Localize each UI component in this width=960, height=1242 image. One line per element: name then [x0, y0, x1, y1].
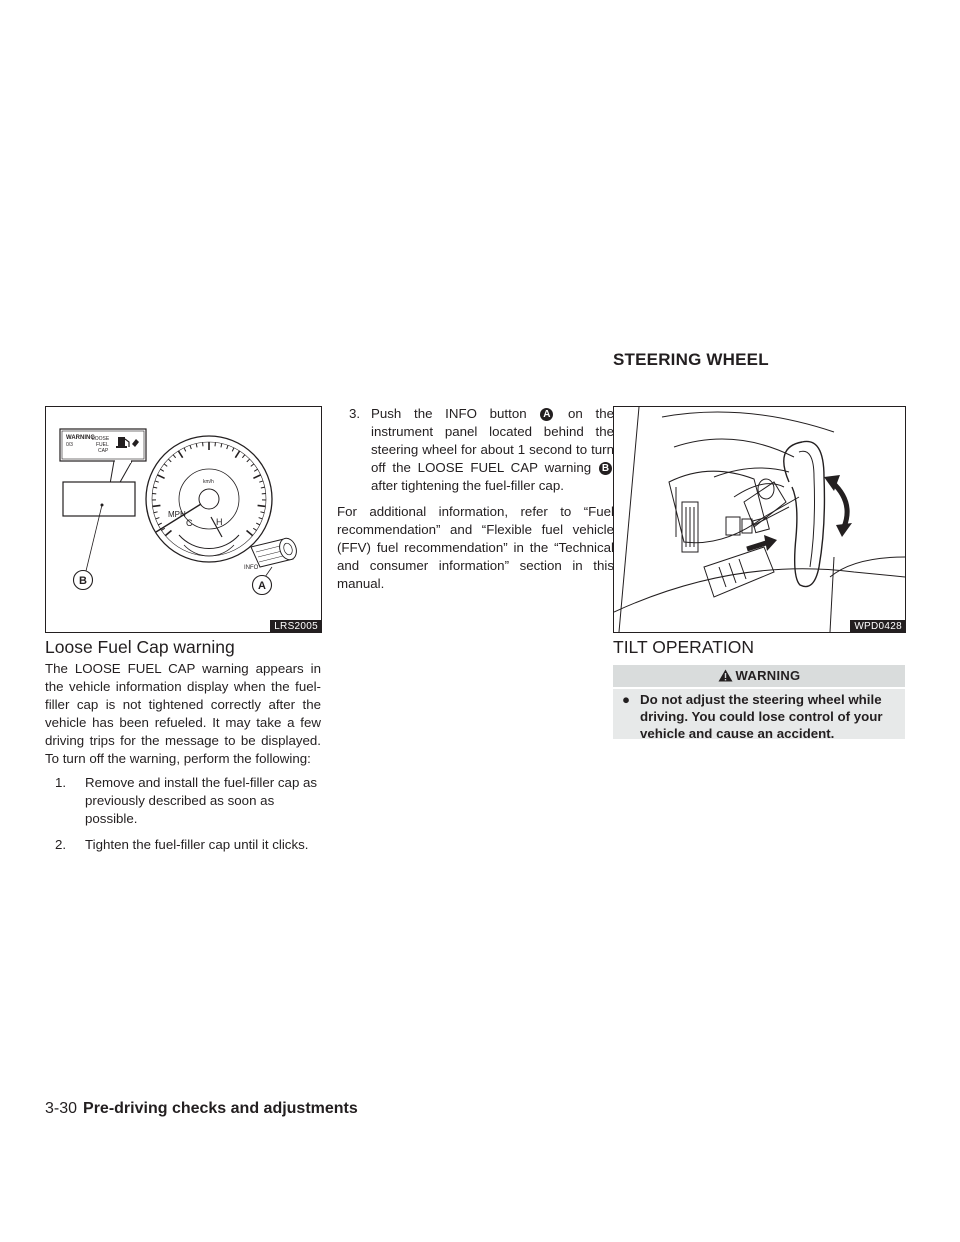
step-3-text-1: Push the INFO button — [371, 406, 527, 421]
steering-illustration — [614, 407, 905, 632]
fuel-cap-illustration — [46, 407, 321, 632]
gauge-tick — [258, 505, 266, 506]
figure-code: LRS2005 — [270, 620, 321, 632]
warning-body — [613, 689, 905, 739]
gauge-unit-label: MPH — [168, 510, 186, 519]
additional-info-paragraph: For additional information, refer to “Fuel recommendation” and “Flexible fuel vehicle (FFV) fuel recommendation” in the “Technical and consumer information” section in this manual. — [337, 504, 614, 591]
step-text: Tighten the fuel-filler cap until it clicks. — [85, 837, 309, 852]
callout-a-icon: A — [540, 408, 553, 421]
intro-paragraph: The LOOSE FUEL CAP warning appears in the vehicle information display when the fuel-filler cap is not tightened correctly after the vehicle has been refueled. It may take a few driving trips for the message to be displayed. To turn off the warning, perform the following: — [45, 661, 321, 766]
display-fuel-text: FUEL — [96, 442, 109, 448]
step-number: 3. — [349, 406, 361, 421]
step-3-text-2: on the instrument panel located behind the steering wheel for about 1 second to turn off the LOOSE FUEL CAP warning — [371, 406, 614, 475]
callout-b-label: B — [79, 575, 87, 587]
callout-b-icon: B — [599, 462, 612, 475]
info-button-knob — [251, 536, 299, 567]
warning-triangle-icon — [718, 667, 733, 689]
page-number: 3-30 — [45, 1100, 78, 1117]
display-count-text: 0/3 — [66, 442, 73, 448]
gauge-c-label: C — [186, 518, 193, 528]
display-warning-text: WARNING — [66, 435, 95, 441]
warning-header — [613, 665, 905, 687]
figure-loose-fuel-cap — [45, 406, 322, 633]
section-header: STEERING WHEEL — [613, 350, 769, 369]
page-footer — [45, 1100, 358, 1118]
step-3 — [337, 405, 614, 495]
callout-b-icon — [74, 571, 93, 590]
left-column-text — [45, 660, 321, 862]
figure-tilt-steering — [613, 406, 906, 633]
step-number: 1. — [55, 775, 67, 790]
display-cap-text: CAP — [98, 448, 109, 454]
gauge-h-label: H — [216, 517, 223, 527]
figure-code: WPD0428 — [850, 620, 905, 632]
heading-tilt-operation: TILT OPERATION — [613, 637, 754, 657]
display-loose-text: LOOSE — [92, 436, 110, 442]
step-text: Remove and install the fuel-filler cap as previously described as soon as possible. — [85, 775, 318, 826]
lever-arrow-icon — [747, 543, 766, 549]
list-item — [45, 774, 321, 828]
step-number: 2. — [55, 837, 67, 852]
callout-a-label: A — [258, 580, 266, 592]
bullet-icon: ● — [622, 692, 631, 707]
step-3-text-3: after tightening the fuel-filler cap. — [371, 478, 564, 493]
heading-loose-fuel-cap: Loose Fuel Cap warning — [45, 637, 235, 657]
gauge-tick — [152, 505, 160, 506]
chapter-title: Pre-driving checks and adjustments — [83, 1100, 358, 1117]
callout-a-icon — [253, 576, 272, 595]
info-label: INFO — [244, 565, 259, 571]
warning-title: WARNING — [735, 668, 801, 683]
gauge-unit-small-label: km/h — [203, 479, 214, 485]
warning-text: Do not adjust the steering wheel while driving. You could lose control of your vehicle and cause an accident. — [640, 692, 883, 741]
middle-column-text — [337, 405, 614, 593]
speedometer-gauge — [146, 436, 272, 562]
list-item — [45, 836, 321, 854]
